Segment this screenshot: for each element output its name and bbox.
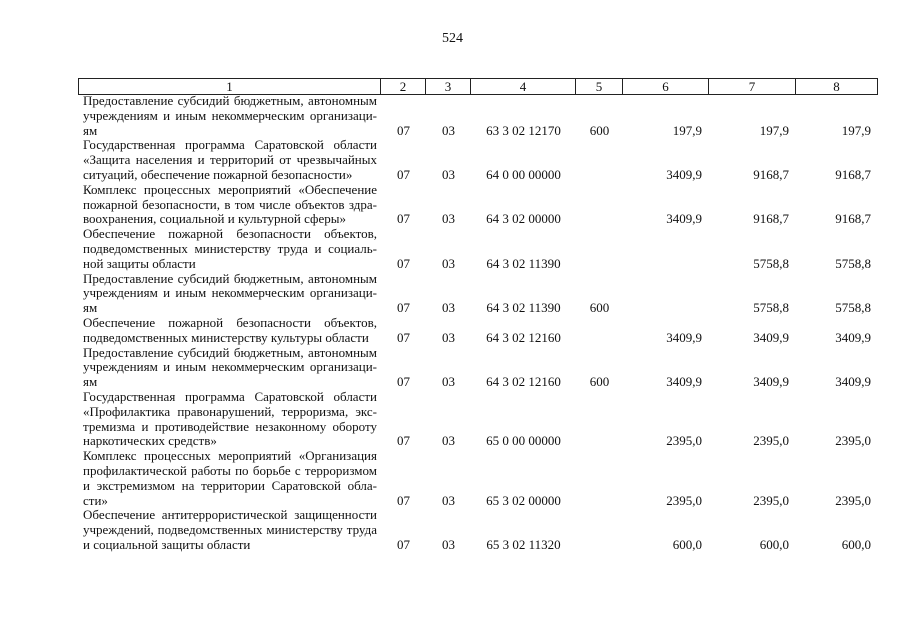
cell-c2: 07 bbox=[397, 255, 410, 271]
cell-c5: 600 bbox=[589, 122, 610, 138]
description-line: ям bbox=[83, 123, 98, 138]
header-col-4: 4 bbox=[470, 79, 575, 94]
cell-c7: 9168,7 bbox=[753, 166, 789, 182]
header-col-3: 3 bbox=[425, 79, 470, 94]
cell-c8: 5758,8 bbox=[835, 300, 871, 316]
description-line: профилактической работы по борьбе с терроризмом bbox=[83, 463, 377, 478]
description-line: и социальной защиты области bbox=[83, 537, 251, 552]
cell-c2: 07 bbox=[397, 300, 410, 316]
cell-c5: 600 bbox=[589, 300, 610, 316]
cell-c8: 2395,0 bbox=[835, 492, 871, 508]
cell-c8: 9168,7 bbox=[835, 211, 871, 227]
cell-c2: 07 bbox=[397, 433, 410, 449]
cell-c6: 2395,0 bbox=[666, 492, 702, 508]
description-line: учреждениям и иным некоммерческим организаци- bbox=[83, 108, 377, 123]
cell-c2: 07 bbox=[397, 492, 410, 508]
row-description bbox=[78, 94, 377, 138]
cell-c4: 64 3 02 11390 bbox=[486, 300, 561, 316]
description-line: учреждений, подведомственных министерству труда bbox=[83, 523, 377, 538]
cell-c3: 03 bbox=[442, 122, 455, 138]
table-row bbox=[78, 227, 878, 271]
description-line: Комплекс процессных мероприятий «Обеспечение bbox=[83, 182, 377, 197]
cell-c3: 03 bbox=[442, 374, 455, 390]
cell-c6: 3409,9 bbox=[666, 211, 702, 227]
cell-c6: 2395,0 bbox=[666, 433, 702, 449]
header-col-1: 1 bbox=[226, 79, 233, 94]
description-line: и экстремизмом на территории Саратовской обла- bbox=[83, 478, 377, 493]
table-body bbox=[78, 94, 878, 553]
cell-c2: 07 bbox=[397, 211, 410, 227]
description-line: воохранения, социальной и культурной сферы» bbox=[83, 212, 346, 227]
table-row bbox=[78, 316, 878, 346]
cell-c5: 600 bbox=[589, 374, 610, 390]
cell-c7: 600,0 bbox=[759, 536, 789, 552]
cell-c7: 5758,8 bbox=[753, 300, 789, 316]
cell-c4: 65 0 00 00000 bbox=[486, 433, 561, 449]
table-row bbox=[78, 183, 878, 227]
description-line: учреждениям и иным некоммерческим организаци- bbox=[83, 360, 377, 375]
cell-c4: 65 3 02 11320 bbox=[486, 536, 561, 552]
row-description bbox=[78, 390, 377, 449]
cell-c7: 3409,9 bbox=[753, 329, 789, 345]
cell-c7: 197,9 bbox=[759, 122, 789, 138]
cell-c6: 3409,9 bbox=[666, 166, 702, 182]
cell-c4: 64 0 00 00000 bbox=[486, 166, 561, 182]
cell-c8: 9168,7 bbox=[835, 166, 871, 182]
cell-c6: 197,9 bbox=[672, 122, 702, 138]
row-description bbox=[78, 227, 377, 271]
cell-c8: 197,9 bbox=[841, 122, 871, 138]
table-row bbox=[78, 272, 878, 316]
description-line: Предоставление субсидий бюджетным, автономным bbox=[83, 345, 377, 360]
table-row bbox=[78, 94, 878, 138]
cell-c8: 3409,9 bbox=[835, 329, 871, 345]
cell-c4: 64 3 02 00000 bbox=[486, 211, 561, 227]
table-header bbox=[78, 78, 878, 95]
row-description bbox=[78, 272, 377, 316]
cell-c3: 03 bbox=[442, 492, 455, 508]
description-line: ям bbox=[83, 301, 98, 316]
cell-c6: 600,0 bbox=[672, 536, 702, 552]
cell-c3: 03 bbox=[442, 255, 455, 271]
cell-c2: 07 bbox=[397, 166, 410, 182]
description-line: учреждениям и иным некоммерческим организаци- bbox=[83, 286, 377, 301]
row-description bbox=[78, 316, 377, 346]
cell-c8: 3409,9 bbox=[835, 374, 871, 390]
cell-c6: 3409,9 bbox=[666, 374, 702, 390]
cell-c7: 3409,9 bbox=[753, 374, 789, 390]
cell-c2: 07 bbox=[397, 374, 410, 390]
table-row bbox=[78, 449, 878, 508]
cell-c3: 03 bbox=[442, 166, 455, 182]
table-row bbox=[78, 138, 878, 182]
description-line: ситуаций, обеспечение пожарной безопасности» bbox=[83, 167, 353, 182]
cell-c7: 2395,0 bbox=[753, 492, 789, 508]
description-line: Обеспечение пожарной безопасности объектов, bbox=[83, 315, 377, 330]
row-description bbox=[78, 449, 377, 508]
description-line: «Защита населения и территорий от чрезвычайных bbox=[83, 153, 377, 168]
cell-c7: 2395,0 bbox=[753, 433, 789, 449]
cell-c8: 2395,0 bbox=[835, 433, 871, 449]
description-line: Комплекс процессных мероприятий «Организация bbox=[83, 449, 377, 464]
description-line: сти» bbox=[83, 493, 108, 508]
description-line: подведомственных министерству труда и социаль- bbox=[83, 241, 377, 256]
table-row bbox=[78, 390, 878, 449]
table-row bbox=[78, 346, 878, 390]
cell-c4: 65 3 02 00000 bbox=[486, 492, 561, 508]
description-line: «Профилактика правонарушений, терроризма, экс- bbox=[83, 404, 377, 419]
cell-c3: 03 bbox=[442, 300, 455, 316]
cell-c4: 64 3 02 12160 bbox=[486, 374, 561, 390]
header-col-5: 5 bbox=[575, 79, 622, 94]
description-line: подведомственных министерству культуры области bbox=[83, 330, 369, 345]
table-row bbox=[78, 508, 878, 552]
cell-c2: 07 bbox=[397, 536, 410, 552]
header-col-6: 6 bbox=[622, 79, 708, 94]
description-line: Государственная программа Саратовской области bbox=[83, 138, 377, 153]
cell-c3: 03 bbox=[442, 329, 455, 345]
cell-c7: 9168,7 bbox=[753, 211, 789, 227]
description-line: пожарной безопасности, в том числе объектов здра- bbox=[83, 197, 377, 212]
description-line: наркотических средств» bbox=[83, 434, 217, 449]
page-number: 524 bbox=[442, 31, 463, 46]
cell-c2: 07 bbox=[397, 122, 410, 138]
cell-c3: 03 bbox=[442, 211, 455, 227]
row-description bbox=[78, 508, 377, 552]
row-description bbox=[78, 346, 377, 390]
row-description bbox=[78, 138, 377, 182]
row-description bbox=[78, 183, 377, 227]
cell-c8: 5758,8 bbox=[835, 255, 871, 271]
cell-c3: 03 bbox=[442, 433, 455, 449]
description-line: тремизма и противодействие незаконному обороту bbox=[83, 419, 377, 434]
cell-c4: 63 3 02 12170 bbox=[486, 122, 561, 138]
header-col-7: 7 bbox=[708, 79, 795, 94]
header-col-2: 2 bbox=[380, 79, 425, 94]
cell-c4: 64 3 02 11390 bbox=[486, 255, 561, 271]
description-line: Предоставление субсидий бюджетным, автономным bbox=[83, 271, 377, 286]
description-line: ям bbox=[83, 375, 98, 390]
cell-c6: 3409,9 bbox=[666, 329, 702, 345]
description-line: Обеспечение пожарной безопасности объектов, bbox=[83, 227, 377, 242]
description-line: Предоставление субсидий бюджетным, автономным bbox=[83, 94, 377, 108]
description-line: ной защиты области bbox=[83, 256, 196, 271]
cell-c8: 600,0 bbox=[841, 536, 871, 552]
cell-c4: 64 3 02 12160 bbox=[486, 329, 561, 345]
cell-c2: 07 bbox=[397, 329, 410, 345]
description-line: Обеспечение антитеррористической защищенности bbox=[83, 508, 377, 523]
cell-c3: 03 bbox=[442, 536, 455, 552]
header-col-8: 8 bbox=[795, 79, 877, 94]
description-line: Государственная программа Саратовской области bbox=[83, 389, 377, 404]
cell-c7: 5758,8 bbox=[753, 255, 789, 271]
